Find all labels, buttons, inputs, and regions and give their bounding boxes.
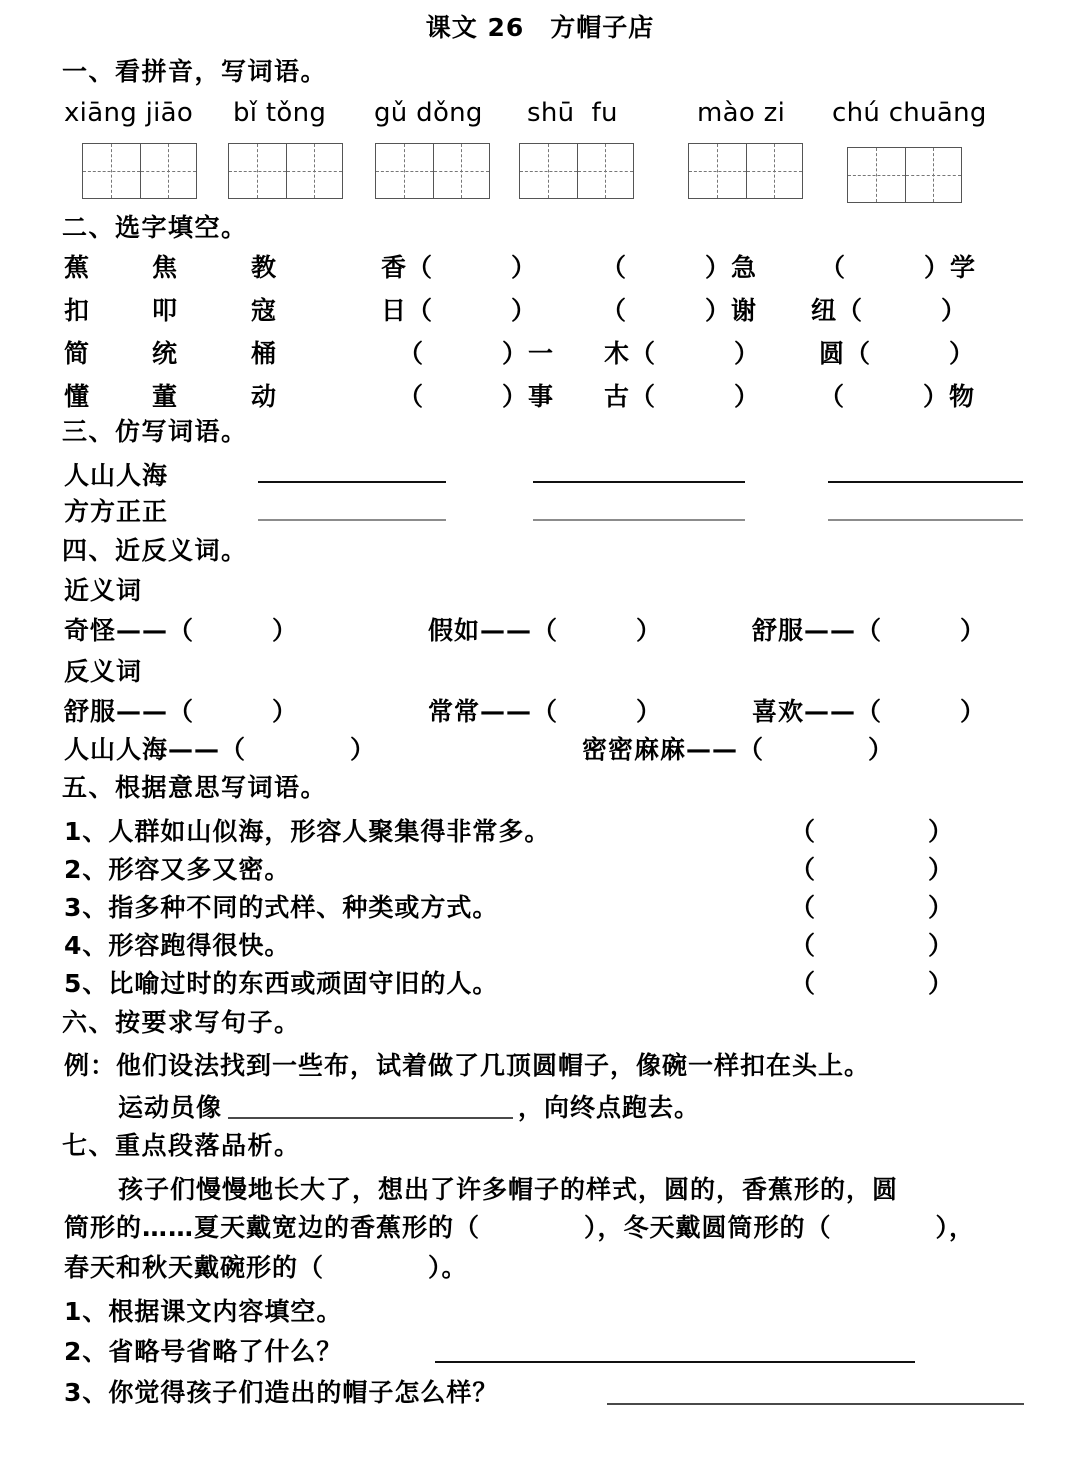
writing-grid-6[interactable] [847, 147, 962, 203]
writing-grid-cell[interactable] [689, 144, 746, 198]
meaning-answer-close-5[interactable]: ） [928, 969, 954, 998]
example-sentence: 例：他们设法找到一些布，试着做了几顶圆帽子，像碗一样扣在头上。 [64, 1051, 871, 1080]
choice-blank-1-3[interactable]: （ ）学 [820, 253, 977, 282]
passage-question-3: 3、你觉得孩子们造出的帽子怎么样？ [64, 1378, 499, 1407]
pinyin-5: mào zi [697, 98, 786, 128]
practice-prefix: 运动员像 [118, 1093, 223, 1122]
answer-rule-r2-1[interactable] [258, 519, 446, 521]
choice-char-2-3: 寇 [251, 296, 278, 325]
answer-rule-r2-3[interactable] [828, 519, 1023, 521]
antonym-label: 反义词 [64, 657, 143, 686]
meaning-answer-open-4[interactable]: （ [790, 931, 816, 960]
choice-char-3-3: 桶 [251, 339, 278, 368]
choice-blank-1-1[interactable]: 香（ ） [381, 253, 538, 282]
writing-grid-cell[interactable] [905, 148, 962, 202]
meaning-answer-open-1[interactable]: （ [790, 817, 816, 846]
writing-grid-4[interactable] [519, 143, 634, 199]
meaning-item-3: 3、指多种不同的式样、种类或方式。 [64, 893, 499, 922]
choice-blank-3-2[interactable]: 木（ ） [604, 339, 761, 368]
meaning-answer-open-5[interactable]: （ [790, 969, 816, 998]
writing-grid-5[interactable] [688, 143, 803, 199]
meaning-answer-close-1[interactable]: ） [928, 817, 954, 846]
passage-line-2[interactable]: 筒形的……夏天戴宽边的香蕉形的（ ），冬天戴圆筒形的（ ）， [64, 1213, 976, 1242]
passage-answer-rule-2[interactable] [435, 1361, 915, 1363]
writing-grid-1[interactable] [82, 143, 197, 199]
answer-rule-r2-2[interactable] [533, 519, 745, 521]
meaning-answer-open-2[interactable]: （ [790, 855, 816, 884]
choice-char-3-1: 简 [64, 339, 91, 368]
meaning-item-4: 4、形容跑得很快。 [64, 931, 291, 960]
choice-blank-2-1[interactable]: 日（ ） [381, 296, 538, 325]
meaning-answer-open-3[interactable]: （ [790, 893, 816, 922]
writing-grid-cell[interactable] [376, 144, 433, 198]
practice-suffix: ，向终点跑去。 [518, 1093, 701, 1122]
choice-char-4-1: 懂 [64, 382, 91, 411]
antonym-item-2[interactable]: 常常——（ ） [428, 697, 663, 726]
pinyin-6: chú chuāng [832, 98, 987, 128]
choice-blank-3-3[interactable]: 圆（ ） [819, 339, 976, 368]
page-title: 课文 26 方帽子店 [425, 13, 655, 42]
answer-rule-r1-2[interactable] [533, 481, 745, 483]
passage-line-3[interactable]: 春天和秋天戴碗形的（ ）。 [64, 1253, 468, 1282]
antonym-item-4[interactable]: 人山人海——（ ） [64, 735, 377, 764]
choice-char-1-2: 焦 [152, 253, 179, 282]
synonym-item-1[interactable]: 奇怪——（ ） [64, 616, 299, 645]
synonym-item-2[interactable]: 假如——（ ） [428, 616, 663, 645]
passage-answer-rule-3[interactable] [607, 1403, 1024, 1405]
section-1-heading: 一、看拼音，写词语。 [62, 57, 328, 86]
choice-blank-3-1[interactable]: （ ）一 [398, 339, 555, 368]
passage-line-1: 孩子们慢慢地长大了，想出了许多帽子的样式，圆的，香蕉形的，圆 [118, 1175, 899, 1204]
meaning-item-1: 1、人群如山似海，形容人聚集得非常多。 [64, 817, 551, 846]
section-2-heading: 二、选字填空。 [62, 213, 248, 242]
choice-char-2-1: 扣 [64, 296, 91, 325]
choice-char-4-2: 董 [152, 382, 179, 411]
passage-question-2: 2、省略号省略了什么？ [64, 1337, 343, 1366]
writing-grid-3[interactable] [375, 143, 490, 199]
writing-grid-cell[interactable] [229, 144, 286, 198]
meaning-answer-close-3[interactable]: ） [928, 893, 954, 922]
meaning-item-5: 5、比喻过时的东西或顽固守旧的人。 [64, 969, 499, 998]
pinyin-1: xiāng jiāo [64, 98, 194, 128]
writing-grid-cell[interactable] [746, 144, 803, 198]
section-5-heading: 五、根据意思写词语。 [62, 773, 328, 802]
answer-rule-r1-3[interactable] [828, 481, 1023, 483]
writing-grid-cell[interactable] [433, 144, 490, 198]
antonym-item-5[interactable]: 密密麻麻——（ ） [582, 735, 895, 764]
writing-grid-cell[interactable] [286, 144, 343, 198]
choice-char-3-2: 统 [152, 339, 179, 368]
pinyin-3: gǔ dǒng [374, 98, 483, 128]
choice-char-2-2: 叩 [152, 296, 179, 325]
sample-word-1: 人山人海 [64, 461, 169, 490]
choice-blank-4-1[interactable]: （ ）事 [398, 382, 555, 411]
choice-blank-4-2[interactable]: 古（ ） [604, 382, 761, 411]
writing-grid-cell[interactable] [140, 144, 197, 198]
synonym-item-3[interactable]: 舒服——（ ） [752, 616, 987, 645]
antonym-item-1[interactable]: 舒服——（ ） [64, 697, 299, 726]
writing-grid-cell[interactable] [520, 144, 577, 198]
choice-blank-4-3[interactable]: （ ）物 [819, 382, 976, 411]
writing-grid-cell[interactable] [848, 148, 905, 202]
section-6-heading: 六、按要求写句子。 [62, 1008, 301, 1037]
choice-blank-2-2[interactable]: （ ）谢 [601, 296, 758, 325]
section-7-heading: 七、重点段落品析。 [62, 1131, 301, 1160]
practice-answer-rule[interactable] [228, 1117, 513, 1119]
antonym-item-3[interactable]: 喜欢——（ ） [752, 697, 987, 726]
pinyin-2: bǐ tǒng [233, 98, 327, 128]
choice-blank-1-2[interactable]: （ ）急 [601, 253, 758, 282]
meaning-item-2: 2、形容又多又密。 [64, 855, 291, 884]
passage-question-1: 1、根据课文内容填空。 [64, 1297, 343, 1326]
section-4-heading: 四、近反义词。 [62, 536, 248, 565]
writing-grid-cell[interactable] [577, 144, 634, 198]
choice-char-1-1: 蕉 [64, 253, 91, 282]
pinyin-4: shū fu [527, 98, 618, 128]
answer-rule-r1-1[interactable] [258, 481, 446, 483]
sample-word-2: 方方正正 [64, 497, 169, 526]
meaning-answer-close-2[interactable]: ） [928, 855, 954, 884]
meaning-answer-close-4[interactable]: ） [928, 931, 954, 960]
choice-blank-2-3[interactable]: 纽（ ） [811, 296, 968, 325]
choice-char-1-3: 教 [251, 253, 278, 282]
writing-grid-cell[interactable] [83, 144, 140, 198]
writing-grid-2[interactable] [228, 143, 343, 199]
synonym-label: 近义词 [64, 576, 143, 605]
choice-char-4-3: 动 [251, 382, 278, 411]
section-3-heading: 三、仿写词语。 [62, 417, 248, 446]
